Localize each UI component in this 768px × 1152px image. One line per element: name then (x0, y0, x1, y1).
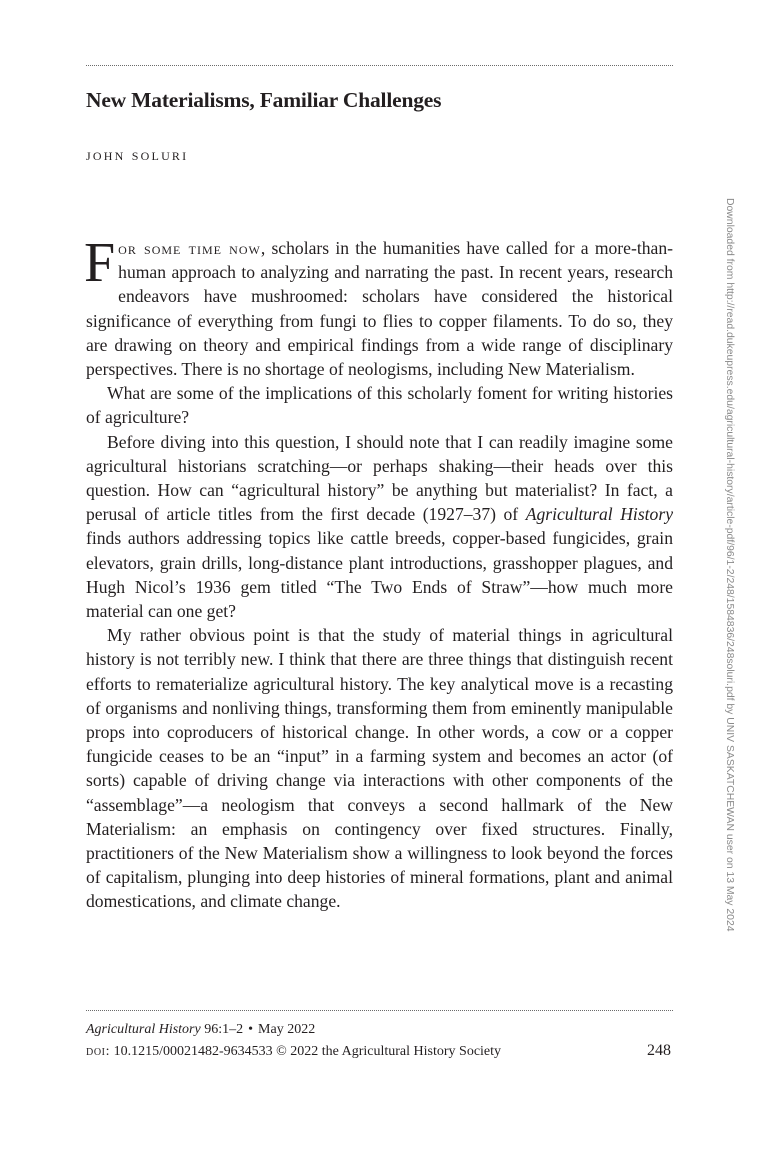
footer-doi-line (86, 1043, 501, 1061)
doi-label: doi: (86, 1044, 111, 1059)
page-number: 248 (647, 1042, 671, 1059)
paragraph-1-text: , scholars in the humanities have called for a more-than-human approach to analyzing and narrating the past. In recent years, research endeavors have mushroomed: scholars have considered the historical significance of everything from fungi to flies to copper filaments. To do so, they are drawing on theory and empirical findings from a wide range of disciplinary perspectives. There is no shortage of neologisms, including New Materialism. (86, 238, 673, 380)
footer-dotted-rule (86, 1010, 673, 1011)
copyright-notice: © 2022 the Agricultural History Society (276, 1044, 502, 1059)
paragraph-2: What are some of the implications of this scholarly foment for writing histories of agriculture? (86, 383, 673, 428)
footer-journal-name: Agricultural History (86, 1022, 201, 1037)
paragraph-3-text-b: finds authors addressing topics like cattle breeds, copper-based fungicides, grain elevators, grain drills, long-distance plant introductions, grasshopper plagues, and Hugh Nicol’s 1936 gem titled “The Two Ends of Straw”—how much more material can one get? (86, 528, 673, 622)
drop-cap: F (84, 232, 116, 294)
footer-date: May 2022 (258, 1022, 316, 1037)
article-title: New Materialisms, Familiar Challenges (86, 88, 442, 112)
article-author: john soluri (86, 145, 189, 164)
download-watermark-text: Downloaded from http://read.dukeupress.edu/agricultural-history/article-pdf/96/1-2/248/1584836/248soluri.pdf by UNIV SASKATCHEWAN user on 13 May 2024 (724, 198, 735, 932)
footer-volume-issue: 96:1–2 (204, 1022, 244, 1037)
doi-link[interactable]: 10.1215/00021482-9634533 (113, 1044, 273, 1059)
paragraph-3-text-a: Before diving into this question, I should note that I can readily imagine some agricultural historians scratching—or perhaps shaking—their heads over this question. How can “agricultural history” be anything but materialist? In fact, a perusal of article titles from the first decade (1927–37) of (86, 431, 673, 525)
footer-journal-line (86, 1021, 315, 1039)
journal-title-italic: Agricultural History (525, 504, 674, 525)
article-body (84, 232, 674, 914)
paragraph-3 (86, 430, 673, 624)
lead-in-small-caps: or some time now (118, 238, 261, 258)
header-dotted-rule (86, 65, 673, 66)
paragraph-4: My rather obvious point is that the study of material things in agricultural history is not terribly new. I think that there are three things that distinguish recent efforts to rematerialize agricultural history. The key analytical move is a recasting of organisms and nonliving things, transforming them from eminently manipulable props into coproducers of historical change. In other words, a cow or a copper fungicide ceases to be an “input” in a farming system and becomes an actor (of sorts) capable of driving change via interactions with other components of the “assemblage”—a neologism that conveys a second hallmark of the New Materialism: an emphasis on contingency over fixed structures. Finally, practitioners of the New Materialism show a willingness to look beyond the forces of capitalism, plunging into deep histories of mineral formations, plant and animal domestications, and climate change. (86, 625, 673, 912)
paragraph-1 (84, 232, 673, 381)
bullet-separator: • (248, 1022, 254, 1037)
